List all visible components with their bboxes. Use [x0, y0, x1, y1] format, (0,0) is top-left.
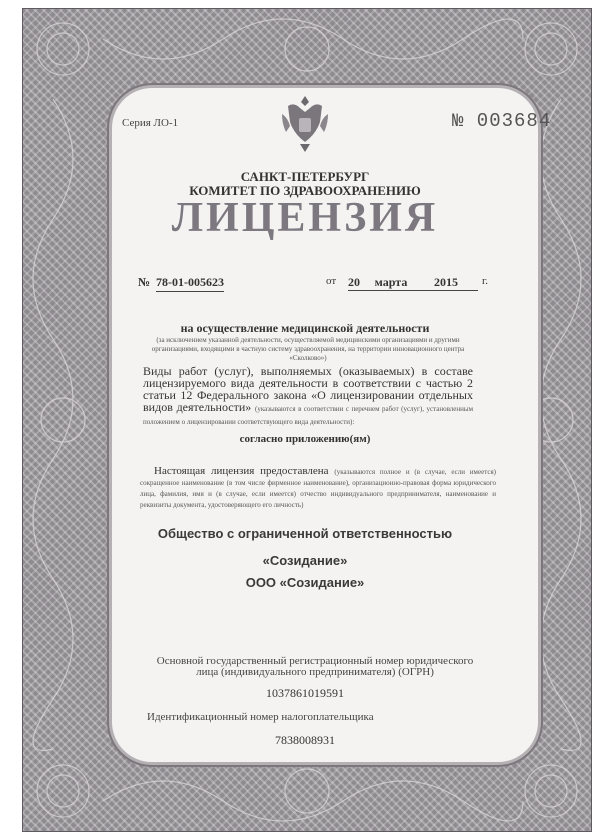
date-year-suffix: г. — [482, 275, 489, 287]
registration-number-label: № — [138, 275, 151, 289]
works-text: Виды работ (услуг), выполняемых (оказываемых) в составе лицензируемого вида деятельности в соответствии с частью 2 статьи 12 Федерального закона «О лицензировании отдельных видов деятельности» — [143, 364, 473, 414]
inn-value: 7838008931 — [275, 733, 335, 747]
works-note: (указываются в соответствии с перечнем работ (услуг), установленным положением о лицензировании соответствующего вида деятельности): — [143, 405, 474, 426]
date-day: 20 — [348, 275, 388, 291]
date-year: 2015 — [414, 275, 478, 291]
licensee-intro-note: (указываются полное и (в случае, если имеется) сокращенное наименование (в том числе фирменное наименование), организационно-правовая форма юридического лица, фамилия, имя и (в случае, если имеется) отчество индивидуального предпринимателя, наименование и реквизиты документа, удостоверяющего его личность) — [140, 468, 496, 509]
works-paragraph — [143, 365, 473, 427]
appendix-reference: согласно приложению(ям) — [239, 433, 371, 445]
document-title: ЛИЦЕНЗИЯ — [171, 195, 439, 241]
form-number: № 003684 — [452, 110, 552, 132]
series-label: Серия ЛО-1 — [122, 117, 179, 129]
authority-committee: КОМИТЕТ ПО ЗДРАВООХРАНЕНИЮ — [189, 183, 421, 198]
licensee-name-line2: «Созидание» — [262, 553, 348, 568]
activity-title: на осуществление медицинской деятельности — [180, 321, 430, 335]
licensee-short-name: ООО «Созидание» — [245, 575, 365, 590]
ogrn-label: Основной государственный регистрационный номер юридического лица (индивидуального предпринимателя) (ОГРН) — [156, 655, 474, 678]
ogrn-value: 1037861019591 — [266, 686, 344, 700]
coat-of-arms-icon — [280, 92, 330, 154]
inn-label: Идентификационный номер налогоплательщика — [147, 711, 374, 723]
date-prefix: от — [326, 275, 337, 287]
date-month: марта — [368, 275, 414, 291]
licensee-intro: Настоящая лицензия предоставлена — [154, 465, 329, 477]
authority-city: САНКТ-ПЕТЕРБУРГ — [240, 169, 370, 184]
activity-note: (за исключением указанной деятельности, осуществляемой медицинскими организациями и другими организациями, входящими в частную систему здравоохранения, на территории инновационного центра «Сколково») — [151, 336, 465, 362]
licensee-paragraph — [140, 466, 496, 510]
licensee-name-line1: Общество с ограниченной ответственностью — [157, 526, 453, 541]
registration-number: 78-01-005623 — [156, 275, 224, 292]
